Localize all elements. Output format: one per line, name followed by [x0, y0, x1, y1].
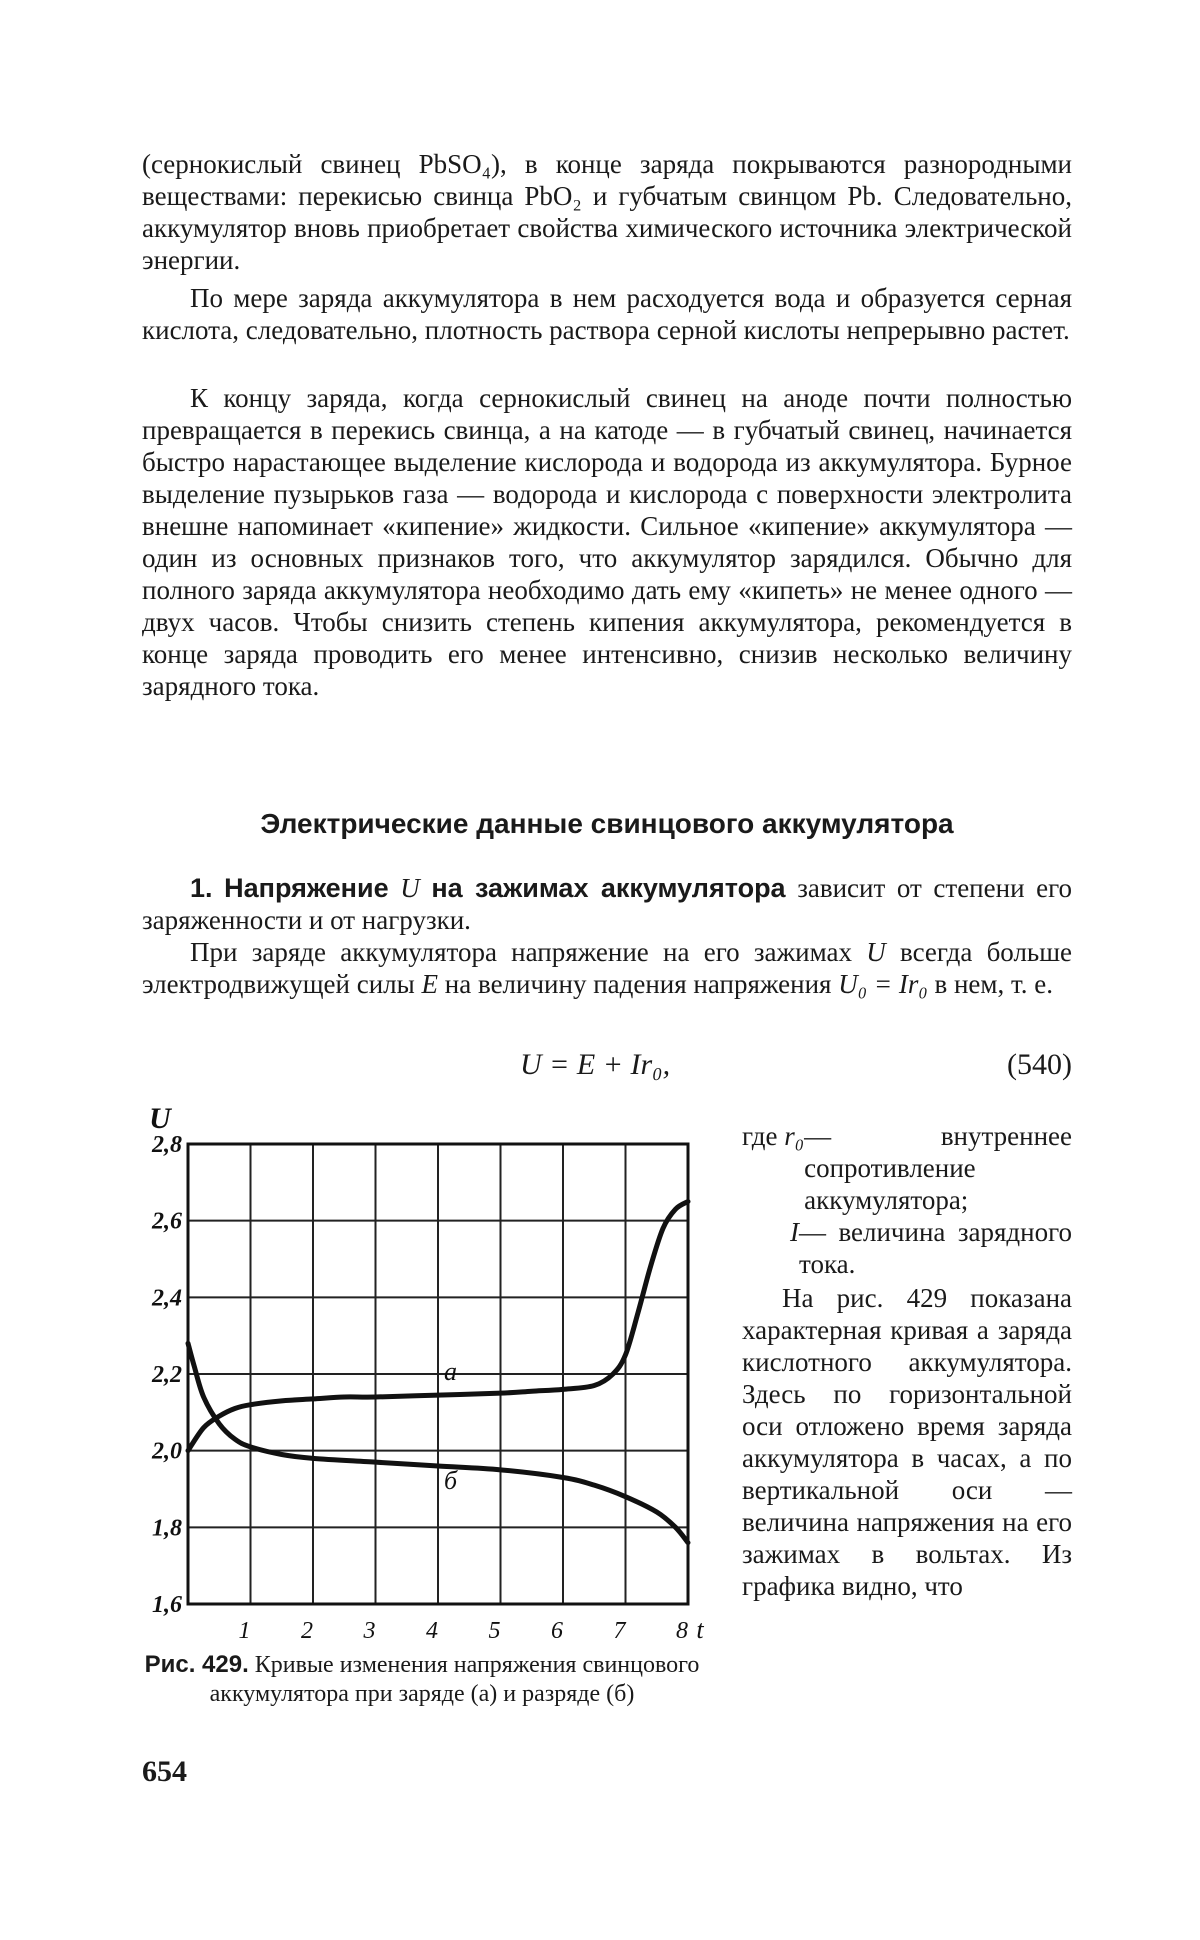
section-heading: Электрические данные свинцового аккумулятора: [260, 808, 954, 839]
p5-text-b: всегда больше электродвижущей силы: [142, 937, 1073, 999]
item-number: 1.: [190, 873, 213, 903]
where-block: [742, 1120, 1072, 1280]
y-tick-label: 1,6: [152, 1592, 182, 1618]
formula-number: (540): [1007, 1048, 1072, 1081]
where-i-symbol: I: [790, 1217, 799, 1247]
x-axis-label: t: [696, 1615, 704, 1644]
series-label: б: [443, 1466, 458, 1495]
where-i-row: [742, 1216, 1072, 1280]
x-tick-label: 4: [426, 1618, 438, 1644]
paragraph-3: К концу заряда, когда сернокислый свинец на аноде почти полностью превращается в перекись свинца, а на катоде — в губчатый свинец, начинается быстро нарастающее выделение кислорода и водорода из аккумулятора. Бурное выделение пузырьков газа — водорода и кислорода с поверхности электролита внешне напоминает «кипение» жидкости. Сильное «кипение» аккумулятора — один из основных признаков того, что аккумулятор зарядился. Обычно для полного заряда аккумулятора необходимо дать ему «кипеть» не менее одного — двух часов. Чтобы снизить степень кипения аккумулятора, рекомендуется в конце заряда проводить его менее интенсивно, снизив несколько величину зарядного тока.: [142, 383, 1072, 701]
paragraph-2: По мере заряда аккумулятора в нем расходуется вода и образуется серная кислота, следовательно, плотность раствора серной кислоты непрерывно растет.: [142, 283, 1072, 345]
paragraph-5: [142, 936, 1072, 1000]
caption-text: Кривые изменения напряжения свинцового аккумулятора при заряде (a) и разряде (б): [209, 1652, 700, 1707]
series-label: a: [444, 1356, 457, 1386]
where-lead: где r₀: [742, 1121, 805, 1151]
paragraph-1: (сернокислый свинец PbSO₄), в конце заряда покрываются разнородными веществами: перекисью свинца PbO₂ и губчатым свинцом Pb. Следовательно, аккумулятор вновь приобретает свойства химического источника электрической энергии.: [142, 149, 1072, 275]
figure-caption: [142, 1650, 702, 1709]
y-axis-label: U: [149, 1102, 171, 1135]
p5-var-u: U: [866, 937, 886, 967]
y-tick-label: 2,2: [152, 1362, 182, 1388]
p5-text-c: на величину падения напряжения: [444, 969, 832, 999]
item-var: U: [400, 873, 420, 903]
x-tick-label: 3: [363, 1618, 376, 1644]
where-r0-symbol: r₀: [784, 1121, 805, 1151]
y-tick-label: 2,8: [152, 1132, 182, 1158]
where-i-definition: — величина зарядного тока.: [799, 1217, 1072, 1279]
x-tick-label: 5: [488, 1618, 501, 1644]
y-tick-label: 2,6: [152, 1208, 182, 1235]
x-tick-label: 7: [613, 1618, 626, 1644]
p5-text-a: При заряде аккумулятора напряжение на его зажимах: [190, 937, 852, 967]
y-tick-label: 1,8: [152, 1515, 182, 1542]
where-r0-definition: — внутреннее сопротивление аккумулятора;: [804, 1121, 1072, 1215]
x-tick-label: 1: [238, 1618, 251, 1644]
where-r0-row: [742, 1120, 1072, 1216]
p5-var-e: E: [421, 969, 439, 999]
p5-text-d: в нем, т. е.: [934, 969, 1054, 999]
x-tick-label: 2: [301, 1618, 313, 1644]
voltage-chart: [130, 1100, 710, 1940]
side-paragraph: На рис. 429 показана характерная кривая a заряда кислотного аккумулятора. Здесь по горизонтальной оси отложено время заряда аккумулятора в часах, а по вертикальной оси — величина напряжения на его зажимах в вольтах. Из графика видно, что: [742, 1283, 1072, 1601]
x-tick-label: 6: [551, 1618, 563, 1644]
item-bold-b: на зажимах аккумулятора: [431, 873, 786, 903]
paragraph-item-1: [142, 872, 1072, 936]
p5-expression: U₀ = Ir₀: [838, 969, 928, 999]
y-tick-label: 2,0: [152, 1438, 182, 1465]
formula-540: U = E + Ir₀,: [520, 1048, 671, 1081]
item-rest: зависит от степени его заряженности и от нагрузки.: [142, 873, 1073, 935]
x-tick-label: 8: [676, 1618, 688, 1644]
caption-label: Рис. 429.: [144, 1651, 249, 1678]
item-bold-a: Напряжение: [224, 873, 389, 903]
page-number: 654: [142, 1755, 187, 1788]
y-tick-label: 2,4: [152, 1285, 182, 1312]
